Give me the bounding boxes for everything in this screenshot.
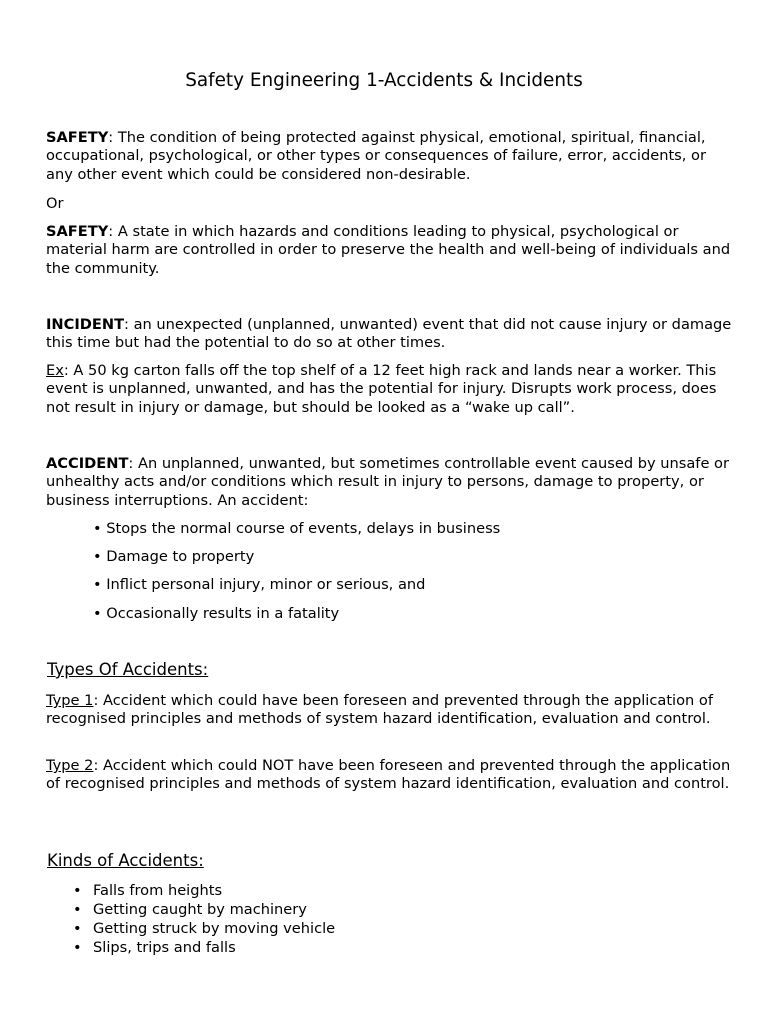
accident-bullet: • Occasionally results in a fatality bbox=[93, 605, 340, 622]
example-label: Ex bbox=[46, 362, 64, 379]
safety-definition-text: : A state in which hazards and conditions leading to physical, psychological or material harm are controlled in order to preserve the health and well-being of individuals and the community. bbox=[46, 223, 731, 277]
list-item-label: Getting caught by machinery bbox=[93, 901, 307, 918]
safety-definition-text: : The condition of being protected against physical, emotional, spiritual, financial, occupational, psychological, or other types or consequences of failure, error, accidents, or any other event which could be considered non-desirable. bbox=[46, 129, 706, 183]
type-1-text: : Accident which could have been foreseen and prevented through the application of recognised principles and methods of system hazard identification, evaluation and control. bbox=[46, 692, 713, 728]
accident-bullet: • Damage to property bbox=[93, 548, 255, 565]
type-2-definition bbox=[46, 757, 736, 794]
kinds-list bbox=[47, 882, 727, 958]
types-heading: Types Of Accidents: bbox=[47, 660, 209, 679]
safety-definition-2 bbox=[46, 223, 736, 278]
bullet-icon: • bbox=[73, 901, 82, 918]
list-item bbox=[47, 901, 727, 920]
list-item-label: Falls from heights bbox=[93, 882, 223, 899]
or-separator: Or bbox=[46, 195, 64, 212]
page-title: Safety Engineering 1-Accidents & Incidents bbox=[185, 70, 583, 91]
safety-term: SAFETY bbox=[46, 129, 109, 146]
bullet-icon: • bbox=[73, 939, 82, 956]
bullet-icon: • bbox=[73, 882, 82, 899]
accident-definition-text: : An unplanned, unwanted, but sometimes controllable event caused by unsafe or unhealthy acts and/or conditions which result in injury to persons, damage to property, or business interruptions. An accident: bbox=[46, 455, 729, 509]
bullet-icon: • bbox=[73, 920, 82, 937]
incident-term: INCIDENT bbox=[46, 316, 125, 333]
list-item bbox=[47, 939, 727, 958]
type-2-label: Type 2 bbox=[46, 757, 94, 774]
list-item-label: Slips, trips and falls bbox=[93, 939, 236, 956]
type-1-definition bbox=[46, 692, 736, 729]
incident-definition bbox=[46, 316, 736, 353]
list-item bbox=[47, 882, 727, 901]
incident-definition-text: : an unexpected (unplanned, unwanted) event that did not cause injury or damage this time but had the potential to do so at other times. bbox=[46, 316, 732, 352]
type-2-text: : Accident which could NOT have been foreseen and prevented through the application of recognised principles and methods of system hazard identification, evaluation and control. bbox=[46, 757, 731, 793]
example-text: : A 50 kg carton falls off the top shelf of a 12 feet high rack and lands near a worker. This event is unplanned, unwanted, and has the potential for injury. Disrupts work process, does not result in injury or damage, but should be looked as a “wake up call”. bbox=[46, 362, 717, 416]
accident-bullet: • Stops the normal course of events, delays in business bbox=[93, 520, 501, 537]
safety-definition-1 bbox=[46, 129, 736, 184]
list-item-label: Getting struck by moving vehicle bbox=[93, 920, 336, 937]
accident-bullet: • Inflict personal injury, minor or serious, and bbox=[93, 576, 426, 593]
accident-definition bbox=[46, 455, 736, 510]
accident-term: ACCIDENT bbox=[46, 455, 129, 472]
incident-example bbox=[46, 362, 736, 417]
kinds-heading: Kinds of Accidents: bbox=[47, 851, 204, 870]
type-1-label: Type 1 bbox=[46, 692, 94, 709]
safety-term: SAFETY bbox=[46, 223, 109, 240]
list-item bbox=[47, 920, 727, 939]
